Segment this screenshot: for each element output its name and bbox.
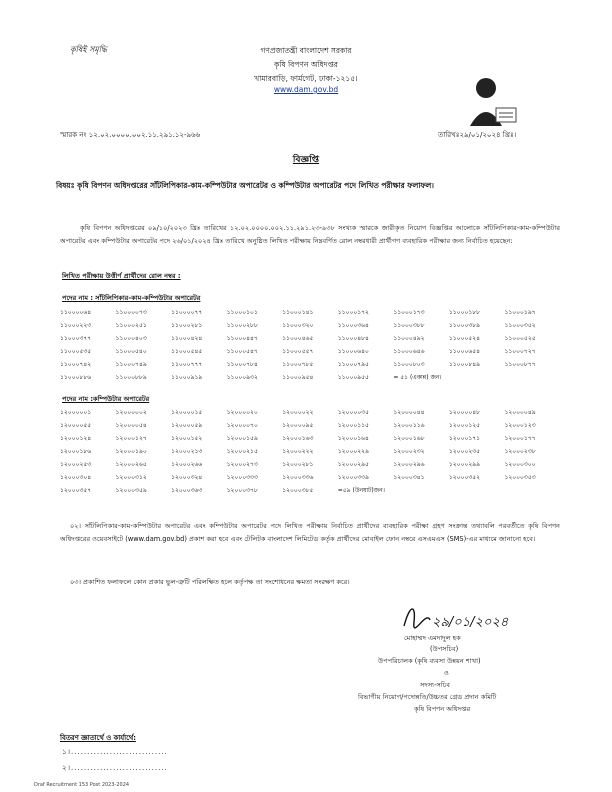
roll-number: ১১০০০১৭২ xyxy=(337,309,369,316)
roll-number: ১২০০০২৯৬ xyxy=(393,461,425,468)
paragraph-1: কৃষি বিপণন অধিদপ্তরের ০৯/১০/২০২৩ খ্রিঃ তারিখের ১২.০২.০০০০.০০২.১১.২৯১.২৩-৯৩৮ সংখ্যক স্মারকে জারীকৃত নিয়োগ বিজ্ঞপ্তির আলোকে সাঁটলিপিকার-কাম-কম্পিউটার অপারেটর এবং কম্পিউটার অপারেটর পদে ২৬/০১/২০২৪ খ্রিঃ তারিখে অনুষ্ঠিত লিখিত পরীক্ষায় নিম্নবর্ণিত রোল নম্বরধারী প্রার্থীগণ ব্যবহারিক পরীক্ষার জন্য নির্বাচিত হয়েছেন: xyxy=(60,224,560,245)
roll-number: ১২০০০৩৫৯ xyxy=(115,487,147,494)
roll-number: ১১০০০৫৫৭ xyxy=(282,348,314,355)
roll-number: ১১০০০৭২৭ xyxy=(504,348,536,355)
roll-number: ১১০০০৭৮৪ xyxy=(226,361,258,368)
header-dept: কৃষি বিপণন অধিদপ্তর xyxy=(274,60,338,69)
header-address: খামারবাড়ি, ফার্মগেট, ঢাকা-১২১৫। xyxy=(254,74,358,83)
roll-number: ১২০০০১৭৭ xyxy=(504,435,536,442)
roll-number: ১১০০০৯৩২ xyxy=(226,374,258,381)
roll-number: ১২০০০২৫৩ xyxy=(60,461,92,468)
roll-number: ১১০০০১৮৮ xyxy=(448,309,481,316)
roll-number: ১১০০০২৮১ xyxy=(171,322,203,329)
footer-note: Draf Recruitment 153 Post 2023-2024 xyxy=(34,782,130,788)
roll-number: ১১০০০৫৪৫ xyxy=(171,348,203,355)
roll-number: ১২০০০১৮৬ xyxy=(60,448,92,455)
memo-number: স্মারক নং ১২.০২.০০০০.০০২.১১.২৯১.১২-৯৬৬ xyxy=(60,131,201,139)
roll-number: ১২০০০২৬৬ xyxy=(171,461,203,468)
roll-number: ১১০০০৮৪৯ xyxy=(448,361,481,368)
roll-number: ১১০০০০৭৩ xyxy=(115,309,147,316)
roll-number: ১১০০০৩৮৯ xyxy=(448,322,481,329)
roll-number: ১২০০০২৭৩ xyxy=(226,461,258,468)
roll-number: ১২০০০১১৬ xyxy=(393,422,425,429)
roll-number: ১২০০০০২২ xyxy=(282,409,314,416)
post1-title: পদের নাম : সাঁটলিপিকার-কাম-কম্পিউটার অপারেটর xyxy=(62,294,201,302)
post2-roll-table xyxy=(60,407,560,496)
roll-number: ১২০০০০১৫ xyxy=(171,409,203,416)
signatory-and: ও xyxy=(444,669,449,677)
roll-number: ১২০০০০৫৪ xyxy=(115,422,147,429)
roll-number: ১২০০০২৩৮ xyxy=(504,448,536,455)
roll-number: ১২০০০১৭১ xyxy=(448,435,481,442)
roll-number: ১২০০০৩৭৮ xyxy=(226,487,258,494)
roll-number: ১১০০০৪২৪ xyxy=(171,335,203,342)
roll-number: ১১০০০৩৬৪ xyxy=(337,322,369,329)
distribution-title: বিতরণ জ্ঞাতার্থে ও কার্যার্থে: xyxy=(60,734,136,742)
paragraph-2: ০২। সাঁটলিপিকার-কাম-কম্পিউটার অপারেটর এবং কম্পিউটার অপারেটর পদে লিখিত পরীক্ষায় নির্বাচিত প্রার্থীদের ব্যবহারিক পরীক্ষা গ্রহণ সংক্রান্ত তথ্যাবলি পরবর্তীতে কৃষি বিপণন অধিদপ্তরের ওয়েবসাইটে (www.dam.gov.bd) প্রকাশ করা হবে এবং টেলিটক বাংলাদেশ লিমিটেড কর্তৃক প্রার্থীদের মোবাইল ফোন নম্বরে এসএমএস (SMS)-এর মাধ্যমে জানানো হবে। xyxy=(60,522,560,543)
roll-number: ১১০০০২৮৮ xyxy=(226,322,258,329)
roll-number: ১২০০০০৩৫ xyxy=(337,409,369,416)
roll-number: ১২০০০০৯৫ xyxy=(282,422,314,429)
roll-number: ১২০০০১৫২ xyxy=(171,435,203,442)
roll-number: ১১০০০৭৯৫ xyxy=(337,361,369,368)
roll-number: ১১০০০৪৪৭ xyxy=(226,335,258,342)
subject: বিষয়ঃ কৃষি বিপণন অধিদপ্তরের সাঁটলিপিকার-কাম-কম্পিউটার অপারেটর ও কম্পিউটার অপারেটর পদে লিখিত পরীক্ষার ফলাফল। xyxy=(56,181,434,190)
roll-number: ১২০০০৩৬৩ xyxy=(171,487,203,494)
signatory-role-4: কৃষি বিপণন অধিদপ্তর xyxy=(414,705,471,713)
roll-number: ১২০০০৩৫২ xyxy=(448,474,481,481)
notice-title: বিজ্ঞপ্তি xyxy=(292,155,320,165)
roll-number: ১১০০০০৭৭ xyxy=(171,309,203,316)
roll-number: ১১০০০৫২৫ xyxy=(504,335,536,342)
post1-roll-table xyxy=(60,307,560,383)
roll-number: ১১০০০৮০৩ xyxy=(393,361,425,368)
roll-number: ১১০০০৮৮৯ xyxy=(115,374,147,381)
roll-number: =৫৯ (উনষাট)জন। xyxy=(337,487,385,494)
roll-number: ১১০০০১৪১ xyxy=(282,309,314,316)
roll-number: ১২০০০১৬৩ xyxy=(282,435,314,442)
roll-number: ১১০০০৬৫৪ xyxy=(448,348,481,355)
roll-number: ১২০০০৩৩৬ xyxy=(282,474,314,481)
signatory-role-1: উপপরিচালক (কৃষি ব্যবসা উন্নয়ন শাখা) xyxy=(378,657,481,665)
roll-number: ১২০০০৩৫৭ xyxy=(60,487,92,494)
signature-date: ২৯/০১/২০২৪ xyxy=(432,615,509,630)
roll-number: = ৫১ (একান্ন) জন। xyxy=(393,374,442,381)
roll-number: ১১০০০৬৪৬ xyxy=(393,348,425,355)
roll-number: ১১০০০৫৩৫ xyxy=(60,348,92,355)
roll-number: ১২০০০৩২৪ xyxy=(171,474,203,481)
distribution-line-1: ১।.............................. xyxy=(62,748,168,756)
portrait-logo xyxy=(462,72,518,128)
roll-number: ১২০০০১১৫ xyxy=(337,422,369,429)
roll-number: ১১০০০১০১ xyxy=(226,309,258,316)
roll-number: ১২০০০০২০ xyxy=(226,409,258,416)
roll-number: ১১০০০৫২৪ xyxy=(448,335,481,342)
roll-number: ১২০০০৩০৪ xyxy=(60,474,92,481)
roll-number: ১১০০০০৬৪ xyxy=(60,309,92,316)
roll-number: ১১০০০১৭৩ xyxy=(393,309,425,316)
signatory-role-2: সদস্য-সচিব xyxy=(420,681,450,689)
passed-candidates-label: লিখিত পরীক্ষায় উত্তীর্ণ প্রার্থীদের রোল নম্বর : xyxy=(62,272,181,280)
roll-number: ১২০০০০৭০ xyxy=(226,422,258,429)
roll-number: ১১০০০৭৭৭ xyxy=(171,361,203,368)
roll-number: ১১০০০৩৭৭ xyxy=(60,335,92,342)
header-govt: গণপ্রজাতন্ত্রী বাংলাদেশ সরকার xyxy=(260,46,352,55)
roll-number: ১২০০০০৪৯ xyxy=(504,409,536,416)
roll-number: ১২০০০২৩২ xyxy=(393,448,425,455)
roll-number: ১২০০০২৯৫ xyxy=(337,461,369,468)
header-website-link[interactable]: www.dam.gov.bd xyxy=(273,85,339,94)
roll-number: ১১০০০৬৪০ xyxy=(337,348,369,355)
roll-number: ১২০০০৩৩৯ xyxy=(337,474,369,481)
roll-number: ১১০০০৭৪৯ xyxy=(115,361,147,368)
roll-number: ১২০০০৩১২ xyxy=(115,474,147,481)
roll-number: ১২০০০২১৩ xyxy=(171,448,203,455)
distribution-line-2: ২।.............................. xyxy=(62,764,168,772)
roll-number: ১২০০০২৮১ xyxy=(282,461,314,468)
post2-title: পদের নাম :কম্পিউটার অপারেটর xyxy=(62,395,150,403)
issue-date: তারিখঃ২৯/০১/২০২৪ খ্রিঃ। xyxy=(438,131,517,139)
roll-number: ১২০০০২৬৫ xyxy=(115,461,147,468)
roll-number: ১২০০০৩৪১ xyxy=(393,474,425,481)
roll-number: ১১০০০৮৮৬ xyxy=(60,374,92,381)
roll-number: ১২০০০১২৭ xyxy=(115,435,147,442)
roll-number: ১২০০০০৫৯ xyxy=(171,422,203,429)
paragraph-3: ০৩। প্রকাশিত ফলাফলে কোন প্রকার ভুল-ত্রুটি পরিলক্ষিত হলে কর্তৃপক্ষ তা সংশোধনের ক্ষমতা সংরক্ষণ করে। xyxy=(70,578,350,586)
roll-number: ১১০০০৩৮৮ xyxy=(393,322,425,329)
roll-number: ১২০০০৩৮৫ xyxy=(282,487,314,494)
roll-number: ১২০০০১৬৮ xyxy=(393,435,425,442)
roll-number: ১২০০০২৩৫ xyxy=(448,448,481,455)
roll-number: ১২০০০০৪৪ xyxy=(393,409,425,416)
roll-number: ১২০০০০০২ xyxy=(115,409,147,416)
signatory-name: মোহাম্মদ এমদাদুল হক xyxy=(404,634,461,642)
signature-mark xyxy=(400,600,520,632)
roll-number: ১২০০০৩৫৩ xyxy=(504,474,536,481)
roll-number: ১২০০০১২৫ xyxy=(448,422,481,429)
roll-number: ১২০০০১২৩ xyxy=(504,422,536,429)
roll-number: ১২০০০০০১ xyxy=(60,409,92,416)
roll-number: ১১০০০২৫১ xyxy=(115,322,147,329)
roll-number: ১২০০০২৯৯ xyxy=(448,461,481,468)
signatory-role-3: বিভাগীয় নিয়োগ/পদোন্নতি/উচ্চতর গ্রেড প্রদান কমিটি xyxy=(358,693,497,701)
roll-number: ১২০০০৩৩৩ xyxy=(226,474,258,481)
roll-number: ১১০০০৫৪০ xyxy=(115,348,147,355)
roll-number: ১১০০০৭৪২ xyxy=(60,361,92,368)
roll-number: ১১০০০৯৫৪ xyxy=(282,374,314,381)
roll-number: ১১০০০৫৪৭ xyxy=(226,348,258,355)
signatory-designation: (উপসচিব) xyxy=(430,645,459,653)
roll-number: ১২০০০০৪৮ xyxy=(448,409,481,416)
roll-number: ১১০০০৪০৩ xyxy=(115,335,147,342)
roll-number: ১১০০০২২৩ xyxy=(60,322,92,329)
motto: কৃষিই সমৃদ্ধি xyxy=(70,45,107,54)
roll-number: ১১০০০৪৯২ xyxy=(393,335,425,342)
roll-number: ১২০০০১৯০ xyxy=(115,448,147,455)
roll-number: ১২০০০১৫৯ xyxy=(226,435,258,442)
roll-number: ১১০০০৪৬৫ xyxy=(282,335,314,342)
roll-number: ১২০০০১৬৪ xyxy=(337,435,369,442)
roll-number: ১২০০০২২২ xyxy=(282,448,314,455)
roll-number: ১২০০০২২৯ xyxy=(337,448,369,455)
roll-number: ১১০০০৯১৯ xyxy=(171,374,203,381)
roll-number: ১১০০০৮৭৭ xyxy=(504,361,536,368)
roll-number: ১২০০০৩০০ xyxy=(504,461,536,468)
roll-number: ১১০০০৯৫৫ xyxy=(337,374,369,381)
roll-number: ১১০০০১৯৭ xyxy=(504,309,536,316)
roll-number: ১১০০০৪৮৪ xyxy=(337,335,369,342)
roll-number: ১২০০০২১৫ xyxy=(226,448,258,455)
roll-number: ১১০০০৭৮৫ xyxy=(282,361,314,368)
roll-number: ১১০০০৩২০ xyxy=(282,322,314,329)
roll-number: ১১০০০৩৫২ xyxy=(504,322,536,329)
roll-number: ১২০০০১২৪ xyxy=(60,435,92,442)
roll-number: ১২০০০০৫৫ xyxy=(60,422,92,429)
